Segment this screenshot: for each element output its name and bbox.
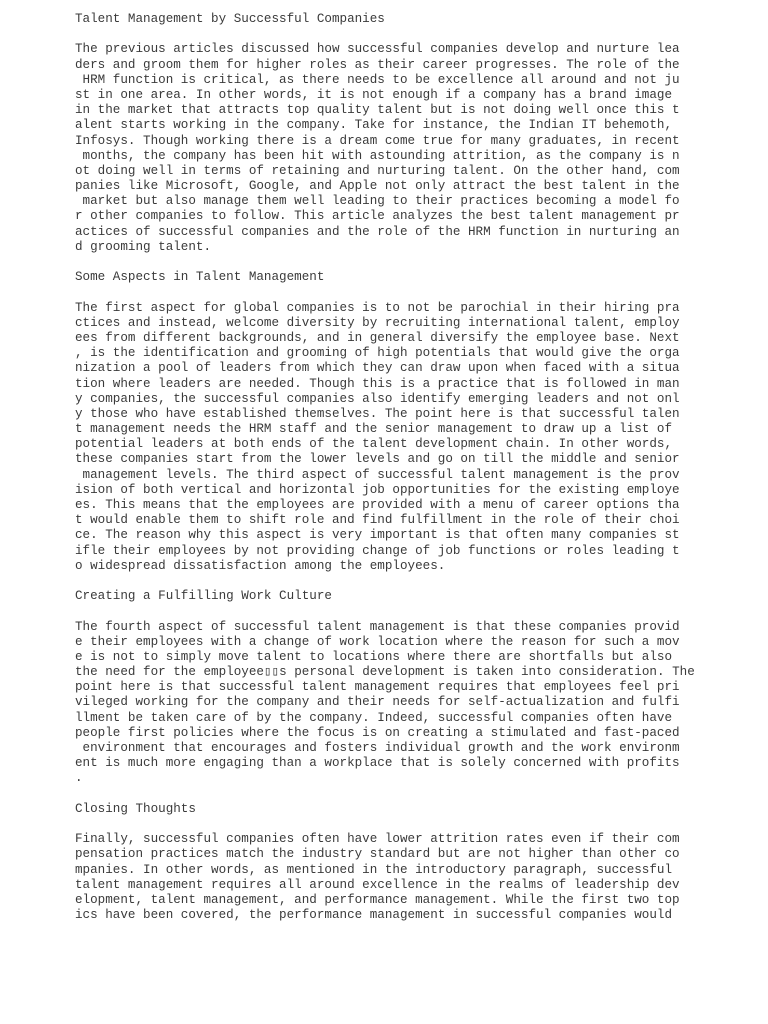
document-page [75,12,695,923]
paragraph-line: talent management requires all around excellence in the realms of leadership dev [75,877,680,892]
paragraph-line: ifle their employees by not providing change of job functions or roles leading t [75,543,680,558]
paragraph-line: t would enable them to shift role and find fulfillment in the role of their choi [75,513,680,528]
paragraph-line: tion where leaders are needed. Though this is a practice that is followed in man [75,376,680,391]
paragraph-line: nization a pool of leaders from which they can draw upon when faced with a situa [75,361,680,376]
paragraph-line: y those who have established themselves. The point here is that successful talen [75,406,680,421]
spacer [75,787,695,802]
paragraph-line: potential leaders at both ends of the talent development chain. In other words, [75,437,680,452]
paragraph-line: r other companies to follow. This article analyzes the best talent management pr [75,209,680,224]
spacer [75,574,695,589]
paragraph-line: e their employees with a change of work location where the reason for such a mov [75,634,680,649]
paragraph-line: environment that encourages and fosters individual growth and the work environm [75,741,680,755]
paragraph [75,832,695,923]
spacer [75,27,695,42]
paragraph-line: y companies, the successful companies also identify emerging leaders and not onl [75,391,680,406]
spacer [75,285,695,300]
paragraph-line: management levels. The third aspect of successful talent management is the prov [75,467,680,482]
paragraph-line: ctices and instead, welcome diversity by recruiting international talent, employ [75,315,680,330]
paragraph-line: ce. The reason why this aspect is very important is that often many companies st [75,528,680,543]
paragraph-line: e is not to simply move talent to locations where there are shortfalls but also [75,649,680,664]
spacer [75,604,695,619]
paragraph-line: months, the company has been hit with astounding attrition, as the company is n [75,148,680,163]
paragraph-line: The previous articles discussed how successful companies develop and nurture lea [75,42,680,57]
paragraph-line: elopment, talent management, and performance management. While the first two top [75,892,680,907]
paragraph-line: ees from different backgrounds, and in general diversify the employee base. Next [75,330,680,345]
paragraph-line: these companies start from the lower levels and go on till the middle and senior [75,452,680,467]
paragraph-line: the need for the employee▯▯s personal development is taken into consideration. The [75,665,695,680]
document-body [75,42,695,923]
paragraph-line: ent is much more engaging than a workplace that is solely concerned with profits [75,756,680,771]
paragraph [75,301,695,574]
paragraph-line: The fourth aspect of successful talent management is that these companies provid [75,619,680,634]
spacer [75,255,695,270]
paragraph-line: market but also manage them well leading to their practices becoming a model fo [75,194,680,209]
section-heading: Closing Thoughts [75,801,196,816]
paragraph-line: st in one area. In other words, it is not enough if a company has a brand image [75,87,680,102]
paragraph-line: The first aspect for global companies is to not be parochial in their hiring pra [75,300,680,315]
paragraph-line: ision of both vertical and horizontal job opportunities for the existing employe [75,482,680,497]
paragraph-line: vileged working for the company and their needs for self-actualization and fulfi [75,695,680,710]
paragraph-line: es. This means that the employees are provided with a menu of career options tha [75,498,680,512]
paragraph-line: point here is that successful talent management requires that employees feel pri [75,680,680,695]
paragraph [75,42,695,255]
paragraph-line: . [75,771,83,786]
paragraph-line: llment be taken care of by the company. Indeed, successful companies often have [75,710,680,725]
paragraph-line: pensation practices match the industry standard but are not higher than other co [75,847,680,862]
paragraph [75,620,695,787]
paragraph-line: ics have been covered, the performance management in successful companies would [75,908,680,923]
paragraph-line: mpanies. In other words, as mentioned in the introductory paragraph, successful [75,862,680,877]
spacer [75,817,695,832]
paragraph-line: panies like Microsoft, Google, and Apple not only attract the best talent in the [75,179,680,194]
paragraph-line: o widespread dissatisfaction among the employees. [75,558,446,573]
paragraph-line: in the market that attracts top quality talent but is not doing well once this t [75,103,680,118]
paragraph-line: actices of successful companies and the role of the HRM function in nurturing an [75,224,680,239]
paragraph-line: ot doing well in terms of retaining and nurturing talent. On the other hand, com [75,163,680,178]
paragraph-line: HRM function is critical, as there needs to be excellence all around and not ju [75,72,680,87]
paragraph-line: t management needs the HRM staff and the senior management to draw up a list of [75,422,680,437]
paragraph-line: d grooming talent. [75,239,212,254]
paragraph-line: alent starts working in the company. Take for instance, the Indian IT behemoth, [75,118,680,133]
paragraph-line: Infosys. Though working there is a dream come true for many graduates, in recent [75,133,680,148]
paragraph-line: ders and groom them for higher roles as their career progresses. The role of the [75,57,680,72]
document-title: Talent Management by Successful Companies [75,12,385,26]
paragraph-line: Finally, successful companies often have lower attrition rates even if their com [75,832,680,847]
section-heading: Some Aspects in Talent Management [75,270,325,285]
section-heading: Creating a Fulfilling Work Culture [75,589,332,604]
paragraph-line: , is the identification and grooming of high potentials that would give the orga [75,346,680,361]
paragraph-line: people first policies where the focus is on creating a stimulated and fast-paced [75,725,680,740]
